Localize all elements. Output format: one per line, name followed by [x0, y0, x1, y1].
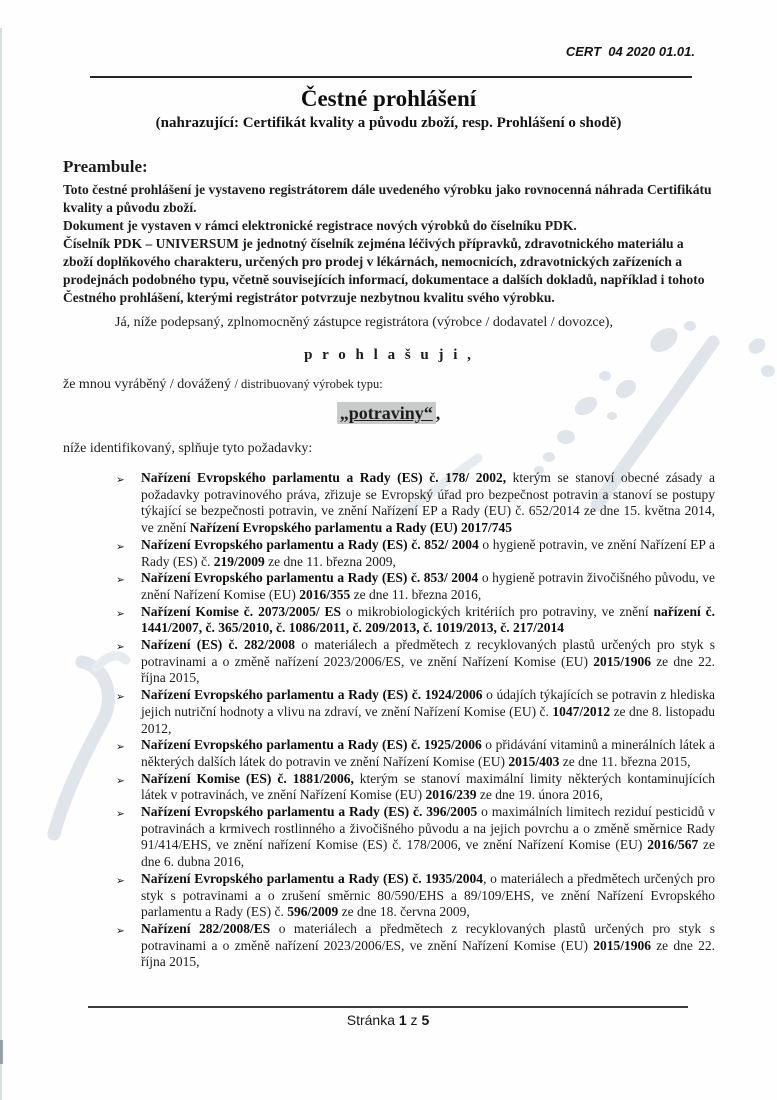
regulation-item [115, 604, 715, 637]
arrow-bullet-icon: ➢ [116, 574, 125, 587]
regulation-item [115, 871, 715, 921]
page-number [88, 1012, 688, 1028]
regulation-item [115, 537, 715, 570]
preambule-paragraph: Číselník PDK – UNIVERSUM je jednotný číselník zejména léčivých přípravků, zdravotnického materiálu a zboží doplňkového charakteru, určených pro prodej v lékárnách, nemocnicích, zdravotnických zařízeních a prodejnách podobného typu, včetně souvisejících informací, dokumentace a dalších dokladů, například i tohoto Čestného prohlášení, kterými registrátor potvrzuje nezbytnou kvalitu svého výrobku. [63, 236, 705, 305]
regulation-text: , o materiálech a předmětech určených pro styk s potravinami a o zrušení směrnic 80/590/EHS a 89/109/EHS, ve znění Nařízení Evropského parlamentu a Rady (ES) č. [141, 870, 715, 920]
regulation-item [115, 771, 715, 804]
scan-edge-mark [0, 1040, 3, 1064]
regulation-text: ze dne 8. listopadu 2012, [141, 703, 715, 736]
regulation-ref-bold: Nařízení Evropského parlamentu a Rady (ES) č. 1924/2006 [141, 687, 483, 703]
regulation-ref-bold: 596/2009 [287, 904, 339, 920]
regulation-ref-bold: Nařízení (ES) č. 282/2008 [141, 637, 296, 653]
regulation-ref-bold: Nařízení 282/2008/ES [141, 920, 271, 936]
regulation-text: o hygieně potravin živočišného původu, ve znění Nařízení Komise (EU) [141, 570, 715, 602]
product-name-highlight: „potraviny“ [337, 402, 436, 424]
regulation-text: o mikrobiologických kritériích pro potraviny, ve znění [341, 603, 654, 619]
regulation-ref-bold: Nařízení Evropského parlamentu a Rady (ES) č. 852/ 2004 [141, 536, 479, 552]
arrow-bullet-icon: ➢ [116, 741, 125, 754]
page-title: Čestné prohlášení [300, 86, 477, 111]
footer-divider [88, 1006, 688, 1008]
regulation-text: ze dne 22. října 2015, [141, 653, 715, 686]
page-subtitle: (nahrazující: Certifikát kvality a původu zboží, resp. Prohlášení o shodě) [155, 115, 622, 131]
regulation-ref-bold: Nařízení Evropského parlamentu a Rady (ES) č. 178/ 2002, [141, 470, 507, 485]
regulation-ref-bold: Nařízení Evropského parlamentu a Rady (EU) 2017/745 [189, 520, 512, 536]
arrow-bullet-icon: ➢ [116, 540, 125, 553]
regulation-ref-bold: 1047/2012 [552, 703, 611, 719]
page-number-label: Stránka [346, 1012, 399, 1028]
regulation-ref-bold: 2015/1906 [593, 937, 651, 953]
arrow-bullet-icon: ➢ [116, 808, 125, 821]
regulation-ref-bold: 2016/567 [647, 837, 699, 853]
regulation-ref-bold: Nařízení Evropského parlamentu a Rady (ES) č. 853/ 2004 [141, 570, 479, 586]
page-number-total: 5 [421, 1012, 430, 1028]
regulation-ref-bold: Nařízení Evropského parlamentu a Rady (ES) č. 1925/2006 [141, 737, 482, 753]
regulation-ref-bold: Nařízení Evropského parlamentu a Rady (ES) č. 396/2005 [141, 804, 478, 820]
arrow-bullet-icon: ➢ [116, 774, 125, 787]
regulation-ref-bold: 219/2009 [213, 553, 265, 569]
requirements-intro: níže identifikovaný, splňuje tyto požadavky: [63, 441, 313, 456]
regulation-text: kterým se stanoví obecné zásady a požadavky potravinového práva, zřizuje se Evropský úřad pro bezpečnost potravin a stanoví se postupy týkající se bezpečnosti potravin, ve znění Nařízení EP a Rady (EU) č. 652/2014 ze dne 15. května 2014, ve znění [141, 470, 715, 536]
regulation-text: ze dne 22. října 2015, [141, 937, 715, 970]
product-type-line-main: že mnou vyráběný / dovážený [63, 377, 235, 392]
regulation-text: kterým se stanoví maximální limity některých kontaminujících látek v potravinách, ve znění Nařízení Komise (EU) [141, 770, 715, 803]
arrow-bullet-icon: ➢ [116, 641, 125, 654]
product-name-suffix: , [435, 403, 441, 423]
regulation-text: ze dne 11. března 2015, [559, 753, 691, 769]
regulation-text: ze dne 19. února 2016, [476, 787, 603, 803]
product-type-line-small: / distribuovaný výrobek typu: [234, 377, 383, 391]
arrow-bullet-icon: ➢ [116, 924, 125, 937]
preambule-paragraph: Toto čestné prohlášení je vystaveno registrátorem dále uvedeného výrobku jako rovnocenná náhrada Certifikátu kvality a původu zboží. [63, 182, 712, 215]
regulation-item [115, 637, 715, 687]
regulation-item [115, 470, 715, 537]
regulation-item [115, 921, 715, 971]
product-name [0, 403, 777, 424]
product-type-line [63, 377, 777, 393]
header-divider [90, 76, 692, 78]
page-number-current: 1 [398, 1012, 407, 1028]
document-code: CERT 04 2020 01.01. [565, 44, 695, 59]
regulation-text: ze dne 11. března 2016, [350, 586, 482, 602]
preambule-paragraph: Dokument je vystaven v rámci elektronické registrace nových výrobků do číselníku PDK. [63, 218, 577, 233]
preambule-heading: Preambule: [63, 157, 148, 176]
regulation-ref-bold: 2016/239 [425, 787, 477, 803]
regulation-text: o hygieně potravin, ve znění Nařízení EP a Rady (ES) č. [141, 536, 715, 569]
regulation-ref-bold: Nařízení Komise (ES) č. 1881/2006, [141, 770, 354, 786]
regulation-ref-bold: 2016/355 [299, 586, 351, 602]
regulation-text: o údajích týkajících se potravin z hlediska jejich nutriční hodnoty a vlivu na zdraví, ve znění Nařízení Komise (EU) č. [141, 687, 716, 719]
page-number-separator: z [406, 1012, 422, 1028]
regulation-text: ze dne 6. dubna 2016, [141, 837, 716, 870]
regulation-list [115, 470, 715, 971]
regulation-ref-bold: Nařízení Komise č. 2073/2005/ ES [141, 603, 342, 619]
regulation-ref-bold: 2015/403 [508, 753, 560, 769]
declaration-verb: p r o h l a š u j i , [304, 347, 473, 363]
regulation-item [115, 737, 715, 770]
regulation-text: o přidávání vitaminů a minerálních látek a některých dalších látek do potravin ve znění Nařízení Komise (EU) [141, 737, 715, 769]
regulation-text: o maximálních limitech reziduí pesticidů v potravinách a krmivech rostlinného a živočišného původu a na jejich povrchu a o změně směrnice Rady 91/414/EHS, ve znění nařízení Komise (ES) č. 178/2006, ve znění Nařízení Komise (EU) [141, 804, 715, 853]
regulation-text: ze dne 11. března 2009, [264, 553, 396, 569]
regulation-ref-bold: 2015/1906 [593, 653, 651, 669]
regulation-text: o materiálech a předmětech z recyklovaných plastů určených pro styk s potravinami a o změně nařízení 2023/2006/ES, ve znění Nařízení Komise (EU) [141, 637, 716, 669]
page-footer [88, 1006, 688, 1028]
regulation-ref-bold: Nařízení Evropského parlamentu a Rady (ES) č. 1935/2004 [141, 870, 484, 886]
regulation-item [115, 570, 715, 603]
arrow-bullet-icon: ➢ [116, 474, 125, 486]
regulation-ref-bold: nařízení č. 1441/2007, č. 365/2010, č. 1086/2011, č. 209/2013, č. 1019/2013, č. 217/2014 [141, 603, 716, 636]
regulation-item [115, 687, 715, 737]
arrow-bullet-icon: ➢ [116, 607, 125, 620]
preambule-paragraphs [63, 181, 716, 307]
arrow-bullet-icon: ➢ [116, 691, 125, 704]
regulation-text: o materiálech a předmětech z recyklovaných plastů určených pro styk s potravinami a o změně nařízení 2023/2006/ES, ve znění Nařízení Komise (EU) [141, 920, 716, 953]
regulation-text: ze dne 18. června 2009, [338, 904, 470, 920]
arrow-bullet-icon: ➢ [116, 874, 125, 887]
declaration-intro: Já, níže podepsaný, zplnomocněný zástupce registrátora (výrobce / dodavatel / dovozce), [115, 315, 613, 330]
regulation-item [115, 804, 715, 871]
scan-edge-artifact [0, 28, 2, 1100]
